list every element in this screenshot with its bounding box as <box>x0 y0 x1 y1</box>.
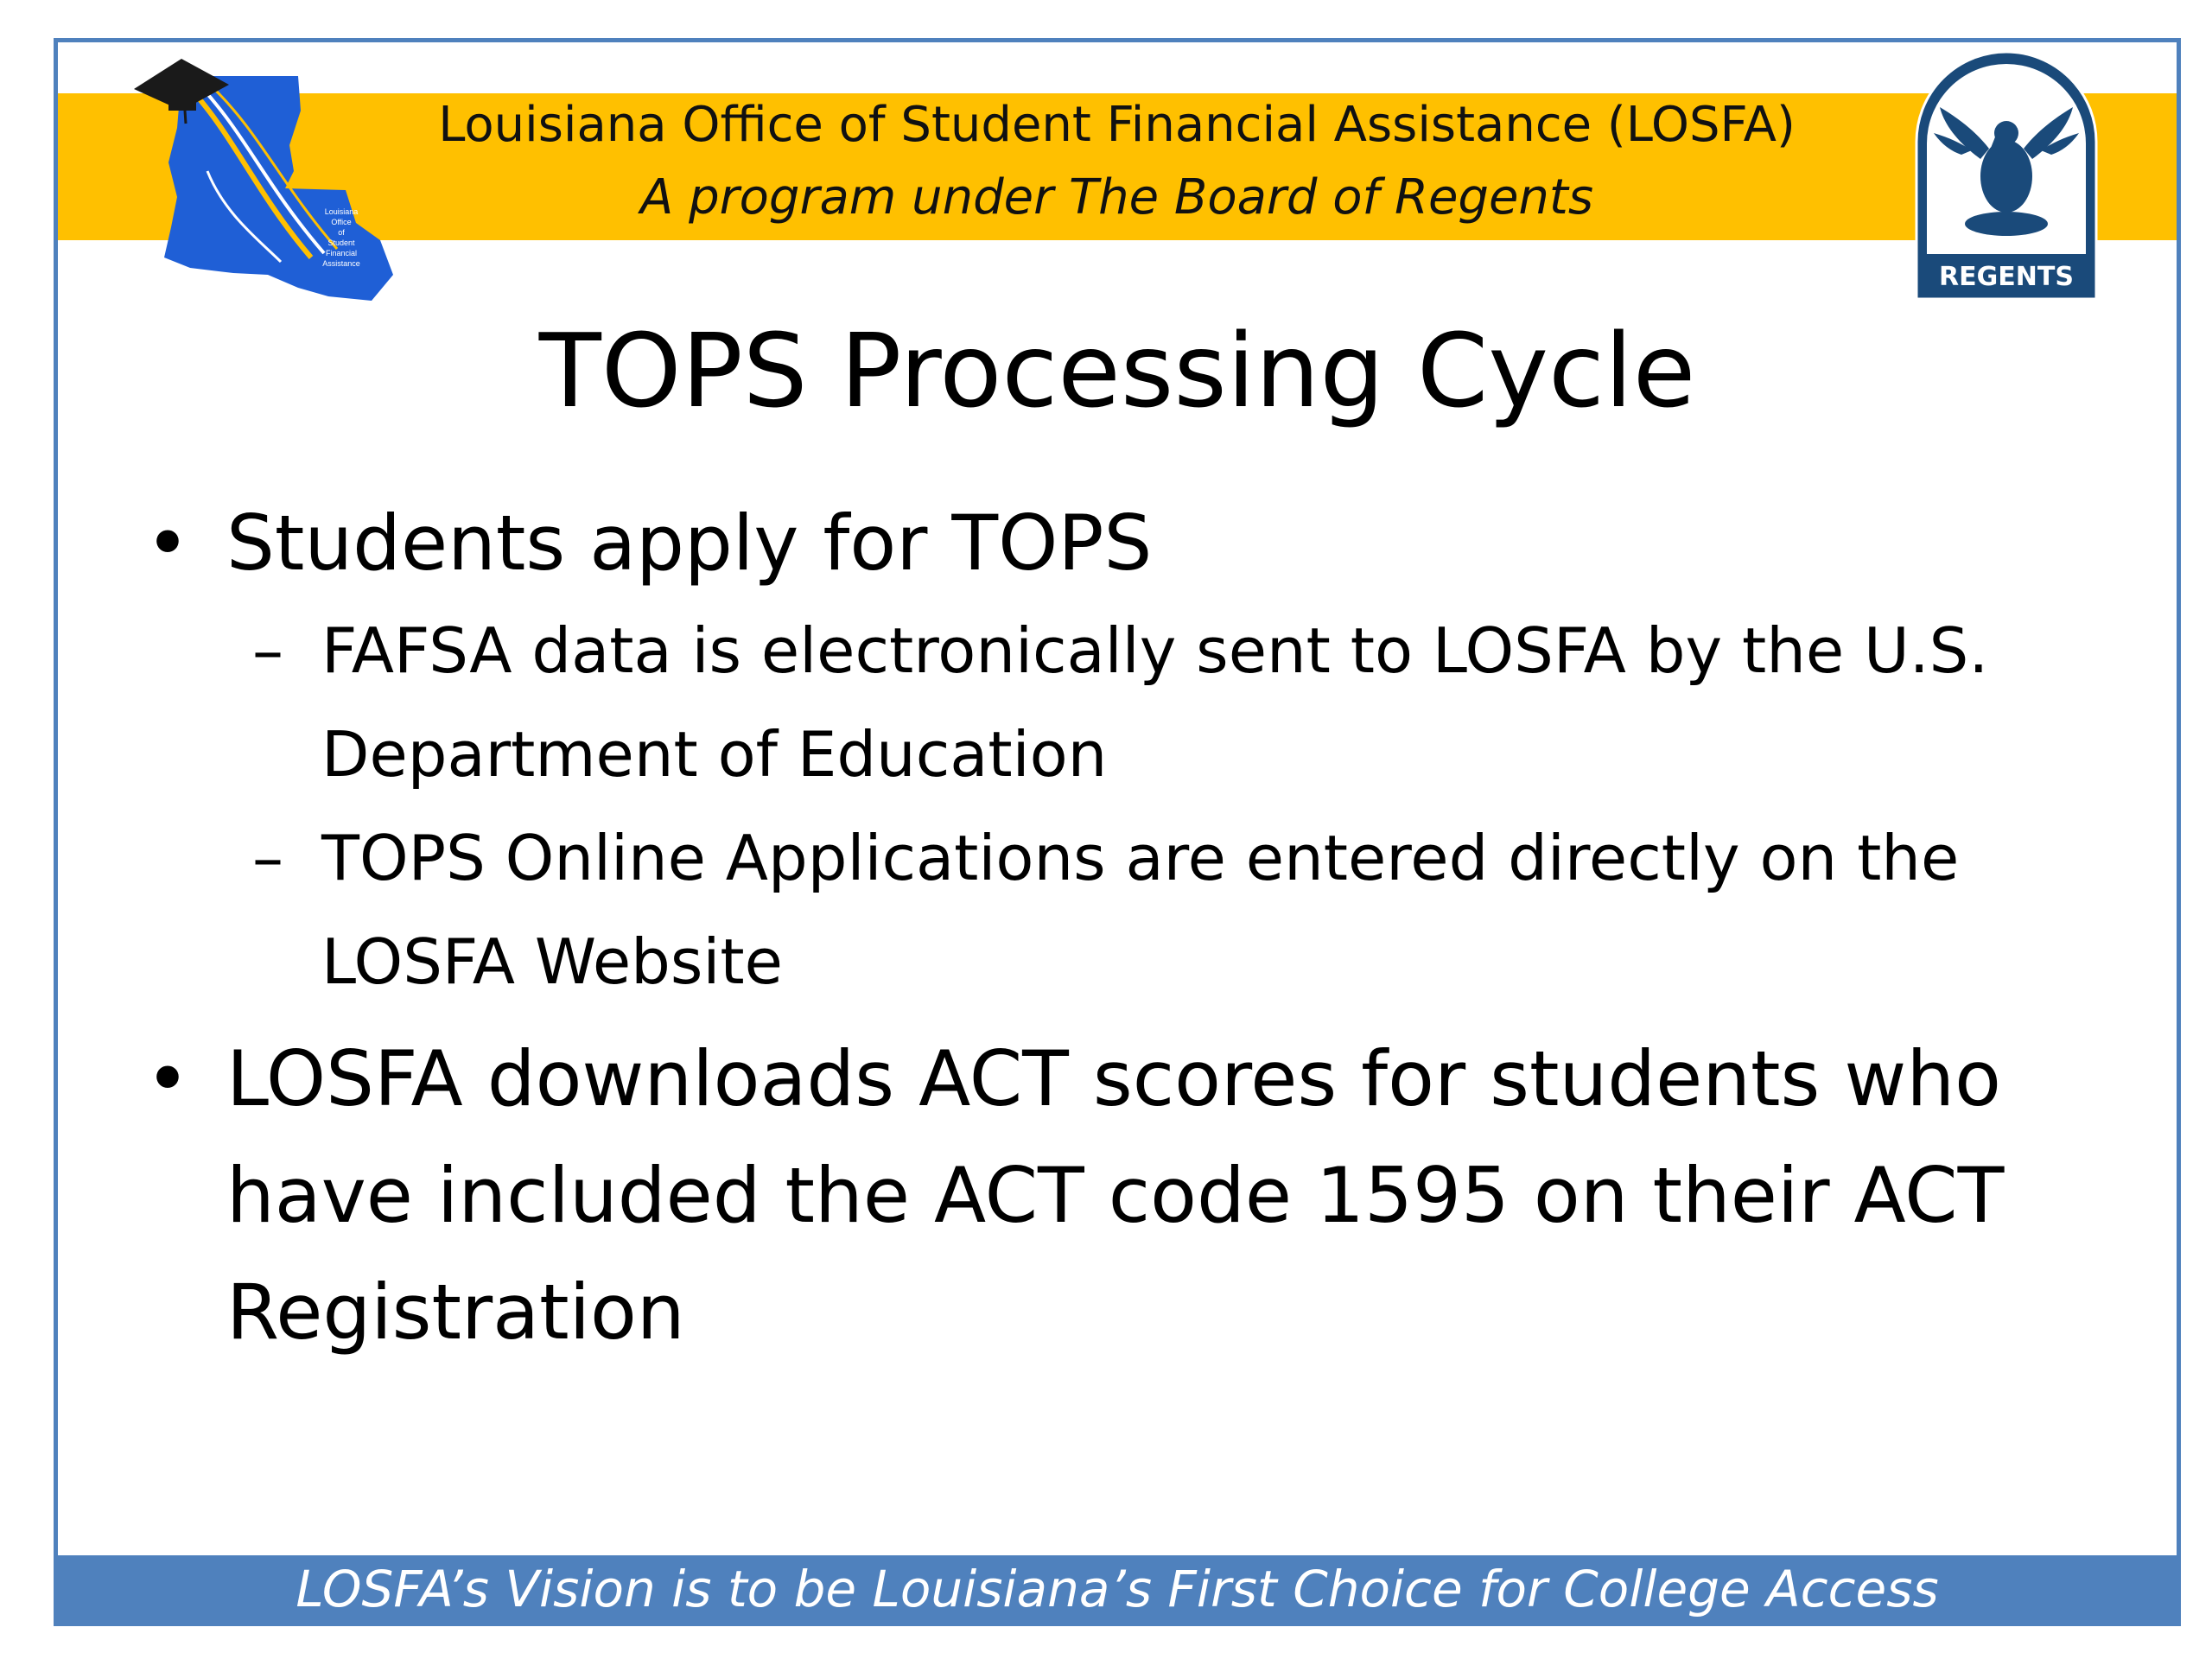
bullet-icon: • <box>145 499 190 588</box>
losfa-logo <box>130 41 432 309</box>
bullet-item <box>130 488 2117 599</box>
regents-label: REGENTS <box>1939 262 2074 292</box>
slide-title: TOPS Processing Cycle <box>538 311 1696 430</box>
header-subtitle: A program under The Board of Regents <box>639 169 1594 226</box>
bullet-text: LOSFA downloads ACT scores for students who have included the ACT code 1595 on their ACT Registration <box>226 1034 2005 1357</box>
header-title: Louisiana Office of Student Financial Assistance (LOSFA) <box>438 97 1796 153</box>
footer-text: LOSFA’s Vision is to be Louisiana’s First Choice for College Access <box>296 1560 1939 1618</box>
sub-bullet-item <box>252 599 2153 806</box>
bullet-text: Students apply for TOPS <box>226 499 1153 588</box>
svg-text:Louisiana: Louisiana <box>324 207 359 216</box>
sub-bullet-text: FAFSA data is electronically sent to LOSFA by the U.S. Department of Education <box>321 614 1989 791</box>
svg-text:Office: Office <box>331 218 352 226</box>
dash-icon: – <box>252 614 283 687</box>
bullet-item <box>130 1020 2117 1370</box>
regents-logo <box>1910 47 2104 306</box>
dash-icon: – <box>252 822 283 894</box>
svg-text:Student: Student <box>327 238 355 247</box>
sub-bullet-item <box>252 806 2153 1014</box>
bullet-list <box>130 488 2117 1370</box>
bullet-icon: • <box>145 1034 190 1123</box>
svg-text:Assistance: Assistance <box>322 259 360 268</box>
svg-text:Financial: Financial <box>325 249 358 257</box>
svg-text:of: of <box>338 228 345 237</box>
sub-bullet-text: TOPS Online Applications are entered directly on the LOSFA Website <box>321 822 1960 998</box>
